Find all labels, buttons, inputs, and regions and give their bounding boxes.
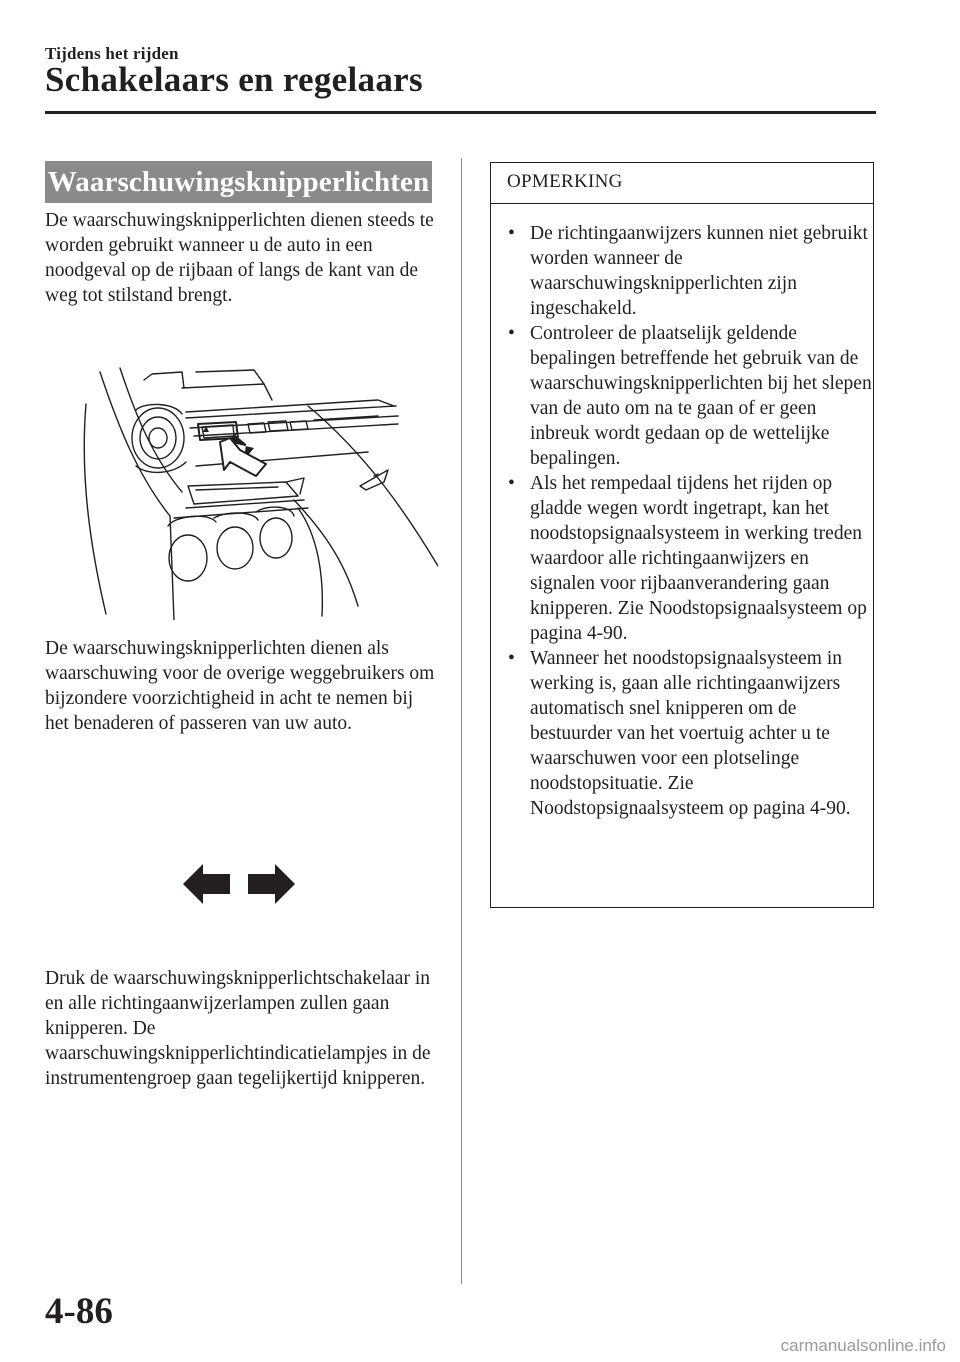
header-title: Schakelaars en regelaars — [45, 60, 423, 99]
turn-signal-arrows-icon — [183, 862, 295, 906]
section-banner — [45, 161, 432, 203]
watermark: carmanualsonline.info — [780, 1336, 946, 1355]
paragraph-purpose: De waarschuwingsknipperlichten dienen als waarschuwing voor de overige weggebruikers om bijzondere voorzichtigheid in acht te nemen bij het benaderen of passeren van uw auto. — [45, 638, 435, 734]
note-list — [503, 221, 875, 821]
note-rule — [491, 203, 873, 204]
note-title: OPMERKING — [507, 171, 623, 192]
column-divider — [461, 158, 462, 1284]
paragraph-intro: De waarschuwingsknipperlichten dienen steeds te worden gebruikt wanneer u de auto in een noodgeval op de rijbaan of langs de kant van de weg tot stilstand brengt. — [45, 210, 434, 306]
note-item: • Wanneer het noodstopsignaalsysteem in werking is, gaan alle richtingaanwijzers automatisch snel knipperen om de bestuurder van het voertuig achter u te waarschuwen voor een plotselinge noodstopsituatie. Zie Noodstopsignaalsysteem op pagina 4-90. — [503, 646, 875, 821]
note-item: • Als het rempedaal tijdens het rijden op gladde wegen wordt ingetrapt, kan het noodstopsignaalsysteem in werking treden waardoor alle richtingaanwijzers en signalen voor rijbaanverandering gaan knipperen. Zie Noodstopsignaalsysteem op pagina 4-90. — [503, 471, 875, 646]
section-title: Waarschuwingsknipperlichten — [47, 165, 430, 198]
note-box — [490, 162, 874, 908]
hazard-switch-dashboard-illustration — [78, 366, 438, 620]
paragraph-operation: Druk de waarschuwingsknipperlichtschakelaar in en alle richtingaanwijzerlampen zullen gaan knipperen. De waarschuwingsknipperlichtindicatielampjes in de instrumentengroep gaan tegelijkertijd knipperen. — [45, 968, 431, 1089]
note-item: • Controleer de plaatselijk geldende bepalingen betreffende het gebruik van de waarschuwingsknipperlichten bij het slepen van de auto om na te gaan of er geen inbreuk wordt gedaan op de wettelijke bepalingen. — [503, 321, 875, 471]
header-rule — [45, 111, 876, 114]
header-kicker: Tijdens het rijden — [45, 44, 179, 63]
page-number: 4-86 — [45, 1291, 113, 1332]
note-item: • De richtingaanwijzers kunnen niet gebruikt worden wanneer de waarschuwingsknipperlichten zijn ingeschakeld. — [503, 221, 875, 321]
